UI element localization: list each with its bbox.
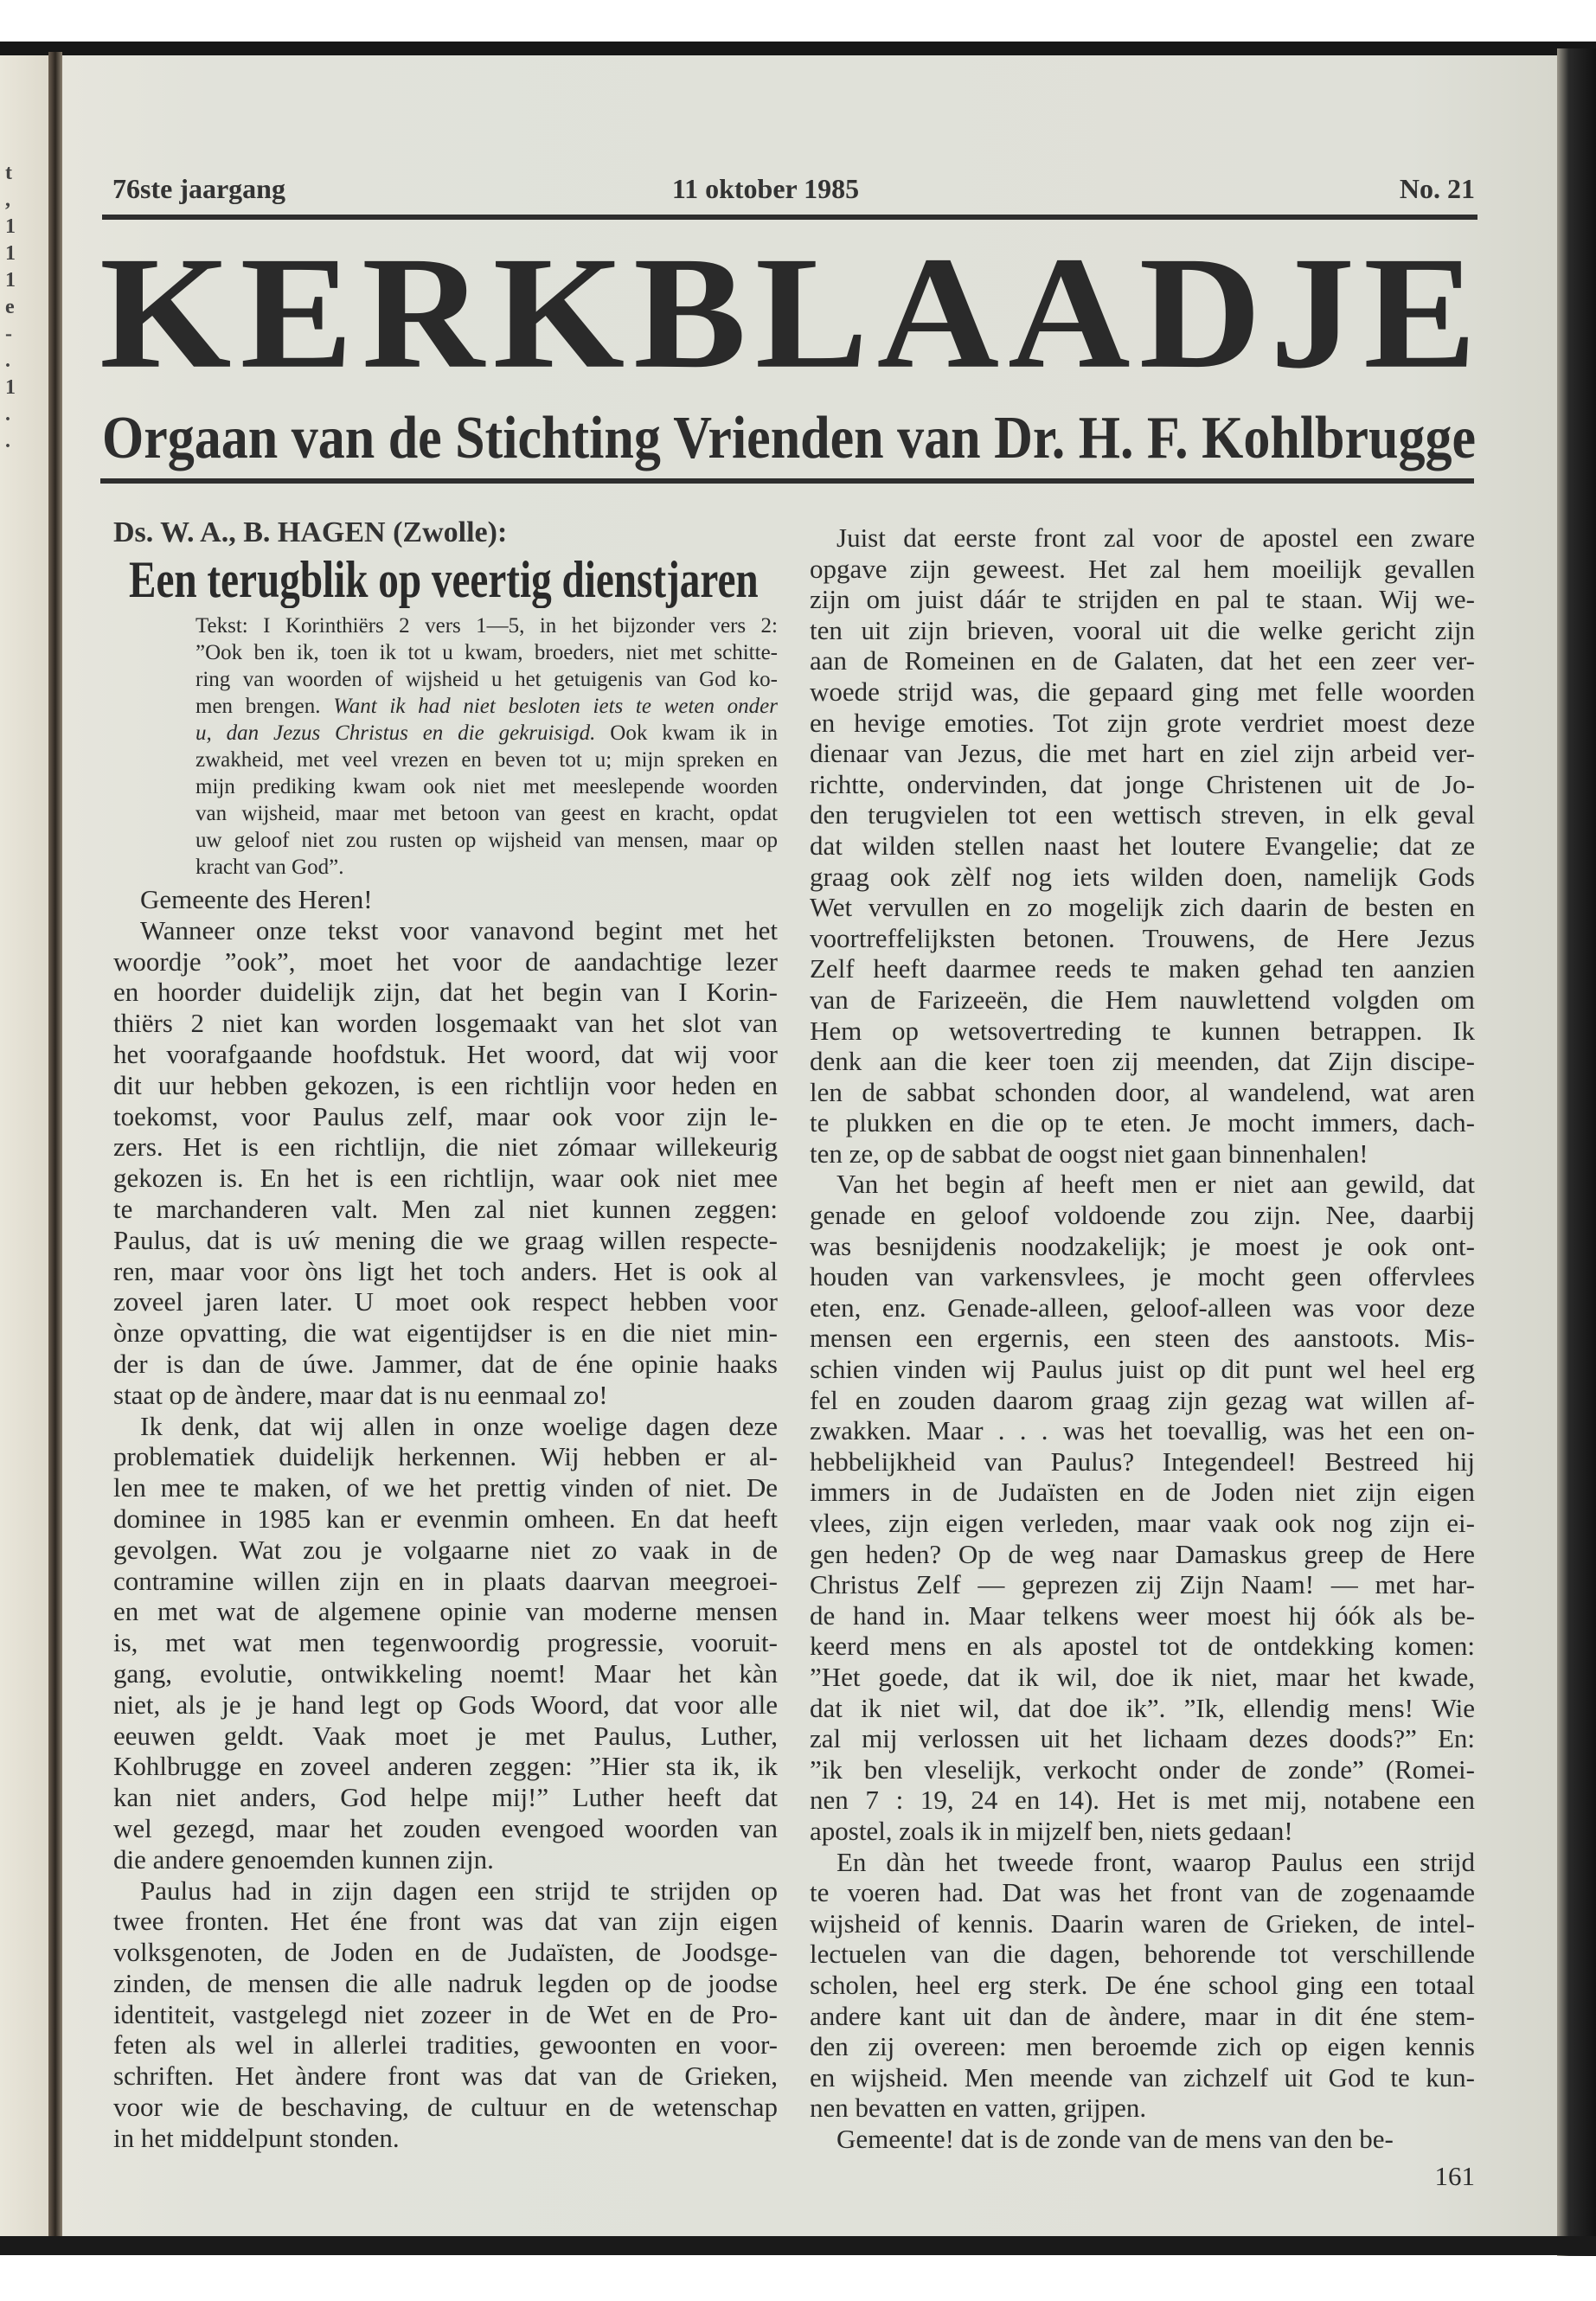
text-span: men brengen. bbox=[195, 695, 334, 718]
text-line: problematiek duidelijk herkennen. Wij hebben er al- bbox=[113, 1441, 778, 1472]
text-line: ”Het goede, dat ik wil, doe ik niet, maar het kwade, bbox=[810, 1661, 1475, 1692]
article-column-left bbox=[113, 884, 778, 2154]
text-line: het voorafgaande hoofdstuk. Het woord, dat wij voor bbox=[113, 1038, 778, 1069]
text-span: zwakheid, met veel vrezen en beven tot u; mijn spreken en bbox=[195, 748, 778, 772]
text-line: der is dan de úwe. Jammer, dat de éne opinie haaks bbox=[113, 1348, 778, 1379]
text-line: keerd mens en als apostel tot de ontdekking komen: bbox=[810, 1631, 1475, 1662]
previous-page-text-fragment: 1 bbox=[5, 376, 16, 399]
issue-number: No. 21 bbox=[1399, 173, 1475, 204]
header-rule bbox=[102, 215, 1477, 220]
masthead-title bbox=[99, 223, 1477, 402]
masthead-letter: R bbox=[362, 223, 484, 402]
text-line: graag ook zèlf nog iets wilden doen, namelijk Gods bbox=[810, 861, 1475, 892]
previous-page-text-fragment: t bbox=[5, 162, 12, 184]
masthead-letter: B bbox=[633, 223, 747, 402]
text-line: Paulus had in zijn dagen een strijd te strijden op bbox=[140, 1875, 778, 1906]
text-line: van de Farizeeën, die Hem nauwlettend volgden om bbox=[810, 984, 1475, 1015]
text-line: gekozen is. En het is een richtlijn, waar ook niet mee bbox=[113, 1163, 778, 1194]
text-line: richtte, ondervinden, dat jonge Christenen uit de Jo- bbox=[810, 768, 1475, 799]
text-line: voortreffelijksten betonen. Trouwens, de Here Jezus bbox=[810, 922, 1475, 953]
text-line: mensen een ergernis, een steen des aanstoots. Mis- bbox=[810, 1323, 1475, 1354]
paragraph bbox=[113, 1875, 778, 2154]
text-line: aan de Romeinen en de Galaten, dat het een zeer ver- bbox=[810, 645, 1475, 676]
previous-page-text-fragment: 1 bbox=[5, 269, 16, 292]
text-line: is, met wat men tegenwoordig progressie, vooruit- bbox=[113, 1627, 778, 1658]
text-line: Wanneer onze tekst voor vanavond begint met het bbox=[140, 914, 778, 945]
masthead-letter: D bbox=[1138, 223, 1262, 402]
text-line: thiërs 2 niet kan worden losgemaakt van het slot van bbox=[113, 1008, 778, 1039]
text-line: ren, maar voor òns ligt het toch anders. Het is ook al bbox=[113, 1255, 778, 1286]
previous-page-text-fragment: . bbox=[5, 349, 10, 372]
text-line: gevolgen. Wat zou je volgaarne niet zo vaak in de bbox=[113, 1534, 778, 1565]
text-line: schriften. Het àndere front was dat van de Grieken, bbox=[113, 2061, 778, 2092]
paragraph bbox=[113, 915, 778, 1411]
text-line: in het middelpunt stonden. bbox=[113, 2122, 400, 2153]
text-line: scholen, heel erg sterk. De éne school ging een totaal bbox=[810, 1969, 1475, 2000]
text-line: zoveel jaren later. U moet ook respect hebben voor bbox=[113, 1286, 778, 1317]
article-column-right bbox=[810, 522, 1475, 2154]
scan-border-bottom bbox=[0, 2236, 1596, 2255]
text-line: te plukken en die op te eten. Je mocht immers, dach- bbox=[810, 1107, 1475, 1138]
text-line: en hoorder duidelijk zijn, dat het begin van I Korin- bbox=[113, 977, 778, 1008]
text-line: wel gezegd, maar het zouden evengoed woorden van bbox=[113, 1812, 778, 1843]
text-line: nen 7 : 19, 24 en 14). Het is met mij, notabene een bbox=[810, 1785, 1475, 1816]
text-line: Christus Zelf — geprezen zij Zijn Naam! — met har- bbox=[810, 1569, 1475, 1600]
text-line: staat op de àndere, maar dat is nu eenmaal zo! bbox=[113, 1379, 608, 1410]
text-line: immers in de Judaïsten en de Joden niet zijn eigen bbox=[810, 1477, 1475, 1508]
text-line: ten uit zijn brieven, vooral uit die welke gericht zijn bbox=[810, 614, 1475, 645]
masthead-letter: A bbox=[1008, 223, 1131, 402]
text-line: Wet vervullen en zo mogelijk zich daarin de besten en bbox=[810, 892, 1475, 923]
masthead-letter: K bbox=[492, 223, 625, 402]
text-line: apostel, zoals ik in mijzelf ben, niets gedaan! bbox=[810, 1815, 1293, 1846]
text-line: en hevige emoties. Tot zijn grote verdriet moest deze bbox=[810, 707, 1475, 738]
text-line: de hand in. Maar telkens weer moest hij óók als be- bbox=[810, 1599, 1475, 1631]
text-line: dit uur hebben gekozen, is een richtlijn voor heden en bbox=[113, 1069, 778, 1100]
volume-label: 76ste jaargang bbox=[112, 173, 285, 204]
text-line: volksgenoten, de Joden en de Judaïsten, de Joodsge- bbox=[113, 1937, 778, 1968]
intro-line bbox=[195, 720, 778, 747]
text-line: zinden, de mensen die alle nadruk legden op de joodse bbox=[113, 1967, 778, 1998]
text-line: dienaar van Jezus, die met hart en ziel zijn arbeid ver- bbox=[810, 738, 1475, 769]
text-line: die andere genoemden kunnen zijn. bbox=[113, 1843, 494, 1875]
previous-page-text-fragment: - bbox=[5, 323, 12, 345]
issue-date: 11 oktober 1985 bbox=[671, 173, 860, 204]
previous-page-text-fragment: . bbox=[5, 403, 10, 426]
text-line: voor wie de beschaving, de cultuur en de wetenschap bbox=[113, 2092, 778, 2123]
text-line: len mee te maken, of we het prettig vinden of niet. De bbox=[113, 1472, 778, 1503]
text-line: Kohlbrugge en zoveel anderen zeggen: ”Hier sta ik, ik bbox=[113, 1751, 778, 1782]
text-line: ”ik ben vleselijk, verkocht onder de zonde” (Romei- bbox=[810, 1753, 1475, 1785]
text-span: mijn prediking kwam ook niet met meeslepende woorden bbox=[195, 775, 778, 798]
text-line: zers. Het is een richtlijn, die niet zómaar willekeurig bbox=[113, 1131, 778, 1163]
text-line: eeuwen geldt. Vaak moet je met Paulus, Luther, bbox=[113, 1720, 778, 1751]
text-line: zwakken. Maar . . . was het toevallig, was het een on- bbox=[810, 1415, 1475, 1446]
text-line: kan niet anders, God helpe mij!” Luther heeft dat bbox=[113, 1782, 778, 1813]
text-line: feten als wel in allerlei tradities, gewoonten en voor- bbox=[113, 2029, 778, 2061]
intro-line bbox=[195, 693, 778, 720]
text-line: den zij overeen: men beroemde zich op eigen kennis bbox=[810, 2031, 1475, 2062]
text-line: Juist dat eerste front zal voor de apostel een zware bbox=[836, 522, 1475, 553]
previous-page-text-fragment: 1 bbox=[5, 215, 16, 238]
page-number: 161 bbox=[1434, 2161, 1475, 2191]
text-span: van wijsheid, maar met betoon van geest en kracht, opdat bbox=[195, 802, 778, 825]
text-span: kracht van God”. bbox=[195, 856, 344, 879]
paragraph bbox=[810, 1169, 1475, 1846]
scripture-intro bbox=[195, 612, 778, 881]
text-line: twee fronten. Het éne front was dat van zijn eigen bbox=[113, 1906, 778, 1937]
text-line: zal mij verlossen uit het lichaam dezes doods?” En: bbox=[810, 1723, 1475, 1754]
intro-line bbox=[195, 639, 778, 666]
text-line: te marchanderen valt. Men zal niet kunnen zeggen: bbox=[113, 1193, 778, 1224]
article-byline: Ds. W. A., B. HAGEN (Zwolle): bbox=[113, 516, 508, 548]
masthead-letter: A bbox=[876, 223, 1000, 402]
intro-line bbox=[195, 612, 778, 639]
text-line: den terugvielen tot een wettisch streven, in elk geval bbox=[810, 799, 1475, 830]
text-line: te voeren had. Dat was het front van de zogenaamde bbox=[810, 1877, 1475, 1908]
text-line: nen bevatten en vatten, grijpen. bbox=[810, 2093, 1147, 2124]
text-line: woordje ”ook”, moet het voor de aandachtige lezer bbox=[113, 945, 778, 977]
previous-page-text-fragment: 1 bbox=[5, 242, 16, 265]
masthead-rule bbox=[100, 478, 1474, 484]
text-line: gen heden? Op de weg naar Damaskus greep de Here bbox=[810, 1538, 1475, 1569]
previous-page-text-fragment: e bbox=[5, 296, 15, 318]
text-span: uw geloof niet zou rusten op wijsheid van mensen, maar op bbox=[195, 829, 778, 852]
text-line: Ik denk, dat wij allen in onze woelige dagen deze bbox=[140, 1410, 778, 1441]
text-line: Zelf heeft daarmee reeds te maken gehad ten aanzien bbox=[810, 953, 1475, 984]
text-line: Paulus, dat is uẃ mening die we graag willen respecte- bbox=[113, 1224, 778, 1255]
text-line: wijsheid of kennis. Daarin waren de Grieken, de intel- bbox=[810, 1907, 1475, 1939]
paragraph bbox=[810, 1847, 1475, 2124]
text-line: was besnijdenis noodzakelijk; je moest je ook ont- bbox=[810, 1230, 1475, 1261]
text-line: houden van varkensvlees, je mocht geen offervlees bbox=[810, 1261, 1475, 1292]
text-line: andere kant uit dan de àndere, maar in dit éne stem- bbox=[810, 2000, 1475, 2031]
text-line: niet, als je je hand legt op Gods Woord, dat voor alle bbox=[113, 1689, 778, 1720]
text-line: Hem op wetsovertreding te kunnen betrappen. Ik bbox=[810, 1015, 1475, 1046]
text-line: opgave zijn geweest. Het zal hem moeilijk gevallen bbox=[810, 553, 1475, 584]
masthead-letter: J bbox=[1270, 223, 1356, 402]
text-line: Gemeente des Heren! bbox=[140, 884, 373, 914]
text-line: dominee in 1985 kan er evenmin omheen. En dat heeft bbox=[113, 1503, 778, 1534]
text-line: eten, enz. Genade-alleen, geloof-alleen was voor deze bbox=[810, 1292, 1475, 1323]
article-headline: Een terugblik op veertig dienstjaren bbox=[129, 551, 759, 608]
intro-line bbox=[195, 747, 778, 773]
text-line: contramine willen zijn en in plaats daarvan meegroei- bbox=[113, 1565, 778, 1596]
text-line: Van het begin af heeft men er niet aan gewild, dat bbox=[836, 1169, 1475, 1200]
text-line: denk aan die keer toen zij meenden, dat Zijn discipe- bbox=[810, 1046, 1475, 1077]
text-line: len de sabbat schonden door, al wandelend, wat aren bbox=[810, 1076, 1475, 1107]
previous-page-text-fragment: , bbox=[5, 189, 10, 211]
text-span: ring van woorden of wijsheid u het getuigenis van God ko- bbox=[195, 668, 778, 691]
text-line: zijn om juist dáár te strijden en pal te staan. Wij we- bbox=[810, 584, 1475, 615]
intro-line bbox=[195, 773, 778, 800]
text-line: gang, evolutie, ontwikkeling noemt! Maar het kàn bbox=[113, 1657, 778, 1689]
text-span: Tekst: I Korinthiërs 2 vers 1—5, in het bijzonder vers 2: bbox=[195, 614, 778, 638]
paragraph bbox=[113, 1411, 778, 1875]
text-line: ònze opvatting, die wat eigentijdser is en die niet min- bbox=[113, 1317, 778, 1349]
masthead-letter: E bbox=[240, 223, 354, 402]
text-span: ”Ook ben ik, toen ik tot u kwam, broeders, niet met schitte- bbox=[195, 641, 778, 664]
text-line: schien vinden wij Paulus juist op dit punt wel heel erg bbox=[810, 1354, 1475, 1385]
paragraph bbox=[810, 2124, 1475, 2155]
scan-border-right bbox=[1557, 48, 1596, 2256]
text-span: Ook kwam ik in bbox=[595, 721, 778, 745]
italic-quote: Want ik had niet besloten iets te weten onder bbox=[333, 695, 779, 718]
italic-quote: u, dan Jezus Christus en die gekruisigd. bbox=[195, 721, 596, 745]
text-line: ten ze, op de sabbat de oogst niet gaan binnenhalen! bbox=[810, 1138, 1368, 1169]
intro-line bbox=[195, 854, 778, 881]
text-line: fel en zouden daarom graag zijn gezag wat willen af- bbox=[810, 1384, 1475, 1415]
previous-page-text-fragment: . bbox=[5, 430, 10, 452]
text-line: Gemeente! dat is de zonde van de mens van den be- bbox=[836, 2123, 1394, 2154]
text-line: lectuelen van die dagen, behorende tot verschillende bbox=[810, 1939, 1475, 1970]
masthead-letter: L bbox=[754, 223, 869, 402]
masthead-letter: K bbox=[99, 223, 232, 402]
text-line: en met wat de algemene opinie van moderne mensen bbox=[113, 1596, 778, 1627]
text-line: dat wilden stellen naast het loutere Evangelie; dat ze bbox=[810, 830, 1475, 861]
paragraph bbox=[810, 522, 1475, 1169]
paragraph bbox=[113, 884, 778, 915]
text-line: woede strijd was, die gepaard ging met felle woorden bbox=[810, 676, 1475, 707]
text-line: hebbelijkheid van Paulus? Integendeel! Bestreed hij bbox=[810, 1445, 1475, 1477]
masthead-subtitle: Orgaan van de Stichting Vrienden van Dr. H. F. Kohlbrugge bbox=[102, 405, 1477, 471]
text-line: dat ik niet wil, dat doe ik”. ”Ik, ellendig mens! Wie bbox=[810, 1692, 1475, 1723]
intro-line bbox=[195, 666, 778, 693]
text-line: en wijsheid. Men meende van zichzelf uit God te kun- bbox=[810, 2061, 1475, 2093]
masthead-letter: E bbox=[1363, 223, 1477, 402]
text-line: identiteit, vastgelegd niet zozeer in de Wet en de Pro- bbox=[113, 1998, 778, 2029]
text-line: toekomst, voor Paulus zelf, maar ook voor zijn le- bbox=[113, 1100, 778, 1131]
book-gutter bbox=[48, 52, 62, 2240]
intro-line bbox=[195, 800, 778, 827]
text-line: En dàn het tweede front, waarop Paulus een strijd bbox=[836, 1846, 1475, 1877]
text-line: genade en geloof voldoende zou zijn. Nee, daarbij bbox=[810, 1200, 1475, 1231]
intro-line bbox=[195, 827, 778, 854]
text-line: vlees, zijn eigen verleden, maar vaak ook nog zijn ei- bbox=[810, 1508, 1475, 1538]
